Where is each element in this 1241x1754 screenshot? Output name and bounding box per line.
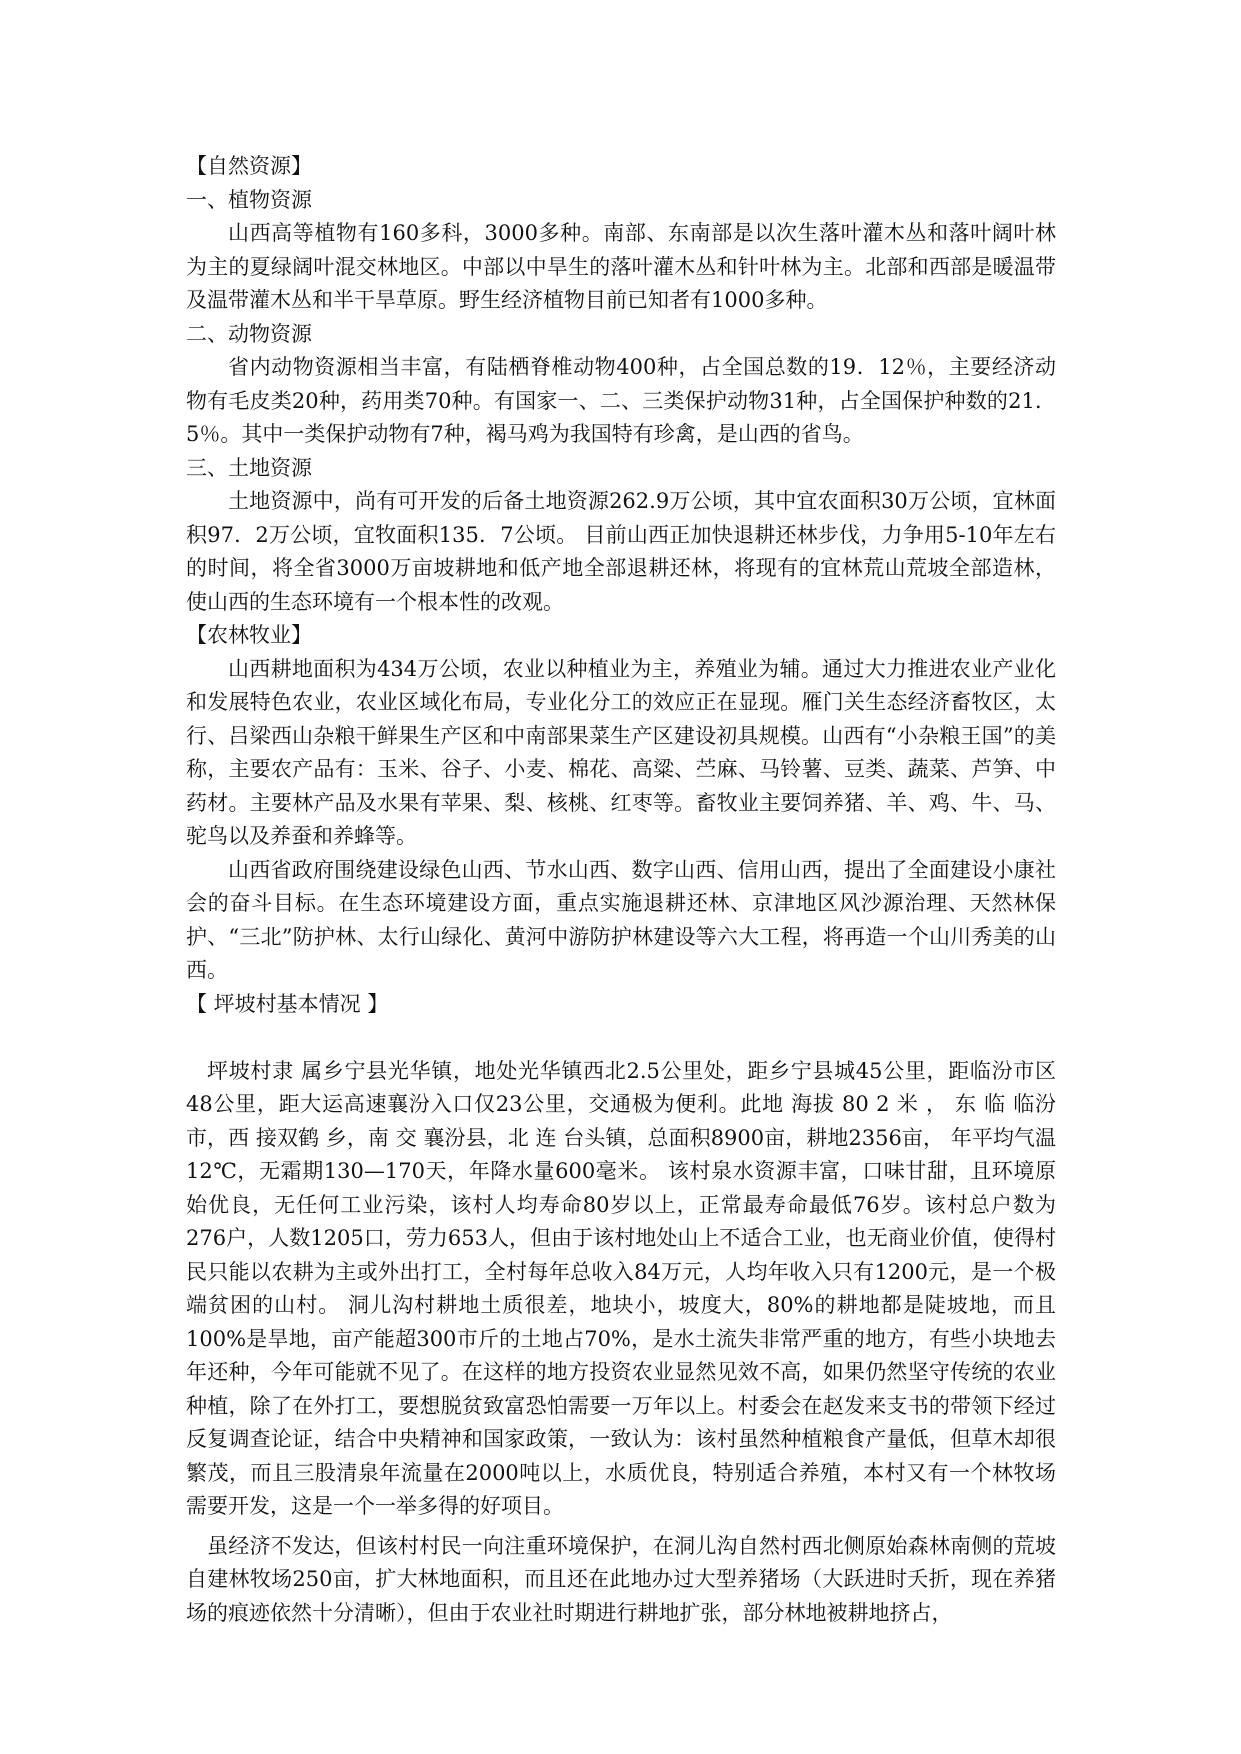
subsection-title-land: 三、土地资源	[186, 455, 312, 480]
subsection-title-plants: 一、植物资源	[186, 187, 312, 212]
paragraph-animals: 省内动物资源相当丰富，有陆栖脊椎动物400种，占全国总数的19．12％，主要经济动物有毛皮类20种，药用类70种。有国家一、二、三类保护动物31种，占全国保护种数的21．5％。其中一类保护动物有7种，褐马鸡为我国特有珍禽，是山西的省鸟。	[186, 355, 1056, 446]
blank-line	[186, 1021, 1056, 1055]
paragraph-village-2: 虽经济不发达，但该村村民一向注重环境保护，在洞儿沟自然村西北侧原始森林南侧的荒坡自建林牧场250亩，扩大林地面积，而且还在此地办过大型养猪场（大跃进时夭折，现在养猪场的痕迹依然十分清晰），但由于农业社时期进行耕地扩张，部分林地被耕地挤占，	[186, 1533, 1056, 1625]
subsection-title-animals: 二、动物资源	[186, 321, 312, 346]
paragraph-land: 土地资源中，尚有可开发的后备土地资源262.9万公顷，其中宜农面积30万公顷，宜林面积97．2万公顷，宜牧面积135．7公顷。 目前山西正加快退耕还林步伐，力争用5-10年左右的时间，将全省3000万亩坡耕地和低产地全部退耕还林，将现有的宜林荒山荒坡全部造林，使山西的生态环境有一个根本性的改观。	[186, 489, 1056, 614]
section-title-village: 【 坪坡村基本情况 】	[186, 991, 389, 1016]
paragraph-agriculture-2: 山西省政府围绕建设绿色山西、节水山西、数字山西、信用山西，提出了全面建设小康社会的奋斗目标。在生态环境建设方面，重点实施退耕还林、京津地区风沙源治理、天然林保护、“三北”防护林、太行山绿化、黄河中游防护林建设等六大工程，将再造一个山川秀美的山西。	[186, 857, 1056, 982]
document-body	[186, 150, 1056, 1630]
paragraph-village-1: 坪坡村隶 属乡宁县光华镇，地处光华镇西北2.5公里处，距乡宁县城45公里，距临汾市区48公里，距大运高速襄汾入口仅23公里，交通极为便利。此地 海拔 80 2 米 ， 东 临 临汾市，西 接双鹤 乡，南 交 襄汾县，北 连 台头镇，总面积8900亩，耕地2356亩， 年平均气温12℃，无霜期130—170天，年降水量600毫米。 该村泉水资源丰富，口味甘甜，且环境原始优良，无任何工业污染，该村人均寿命80岁以上，正常最寿命最低76岁。该村总户数为276户，人数1205口，劳力653人，但由于该村地处山上不适合工业，也无商业价值，使得村民只能以农耕为主或外出打工，全村每年总收入84万元，人均年收入只有1200元，是一个极端贫困的山村。 洞儿沟村耕地土质很差，地块小，坡度大，80%的耕地都是陡坡地，而且100%是旱地，亩产能超300市斤的土地占70%，是水土流失非常严重的地方，有些小块地去年还种，今年可能就不见了。在这样的地方投资农业显然见效不高，如果仍然坚守传统的农业种植，除了在外打工，要想脱贫致富恐怕需要一万年以上。村委会在赵发来支书的带领下经过反复调查论证，结合中央精神和国家政策，一致认为：该村虽然种植粮食产量低，但草木却很繁茂，而且三股清泉年流量在2000吨以上，水质优良，特别适合养殖，本村又有一个林牧场需要开发，这是一个一举多得的好项目。	[186, 1058, 1056, 1518]
section-title-natural-resources: 【自然资源】	[186, 154, 312, 178]
paragraph-plants: 山西高等植物有160多科，3000多种。南部、东南部是以次生落叶灌木丛和落叶阔叶林为主的夏绿阔叶混交林地区。中部以中旱生的落叶灌木丛和针叶林为主。北部和西部是暖温带及温带灌木丛和半干旱草原。野生经济植物目前已知者有1000多种。	[186, 221, 1056, 312]
section-title-agriculture: 【农林牧业】	[186, 623, 312, 647]
paragraph-agriculture-1: 山西耕地面积为434万公顷，农业以种植业为主，养殖业为辅。通过大力推进农业产业化和发展特色农业，农业区域化布局，专业化分工的效应正在显现。雁门关生态经济畜牧区，太行、吕梁西山杂粮干鲜果生产区和中南部果菜生产区建设初具规模。山西有“小杂粮王国”的美称，主要农产品有：玉米、谷子、小麦、棉花、高粱、苎麻、马铃薯、豆类、蔬菜、芦笋、中药材。主要林产品及水果有苹果、梨、核桃、红枣等。畜牧业主要饲养猪、羊、鸡、牛、马、驼鸟以及养蚕和养蜂等。	[186, 656, 1056, 848]
